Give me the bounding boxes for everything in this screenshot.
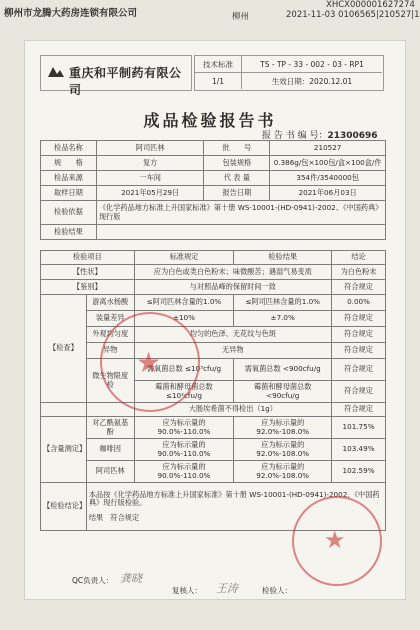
tech-std-label: 技术标准 xyxy=(195,56,242,73)
col-conclusion: 结论 xyxy=(332,251,386,265)
tech-std-code: TS - TP - 33 - 002 - 03 - RP1 xyxy=(242,56,382,73)
qc-signature: 龚晓 xyxy=(120,572,142,585)
row-apap-label: 对乙酰氨基酚 xyxy=(86,417,134,439)
row-weight-label: 装量差异 xyxy=(86,311,134,327)
col-std: 标准规定 xyxy=(134,251,234,265)
effective-date: 生效日期： 2020.12.01 xyxy=(271,76,353,86)
row-id-std: 与对照品峰的保留时间一致 xyxy=(134,280,331,295)
basis-value: 《化学药品地方标准上升国家标准》第十册 WS-10001-(HD-0941)-2002、《中国药典》现行版 xyxy=(96,201,385,225)
source-value: 一车间 xyxy=(96,171,204,186)
row-weight-std: ±10% xyxy=(134,311,234,327)
row-aspirin-result: 应为标示量的 92.0%-108.0% xyxy=(234,461,332,483)
row-conclusion-text: 本品按《化学药品地方标准上升国家标准》第十册 WS-10001-(HD-0941)-2002、《中国药典》现行版检验。 结果 符合规定 xyxy=(86,483,385,531)
top-strip xyxy=(0,0,420,30)
report-number: 报 告 书 编 号：21300696 xyxy=(262,131,378,141)
row-mold-conclusion: 符合规定 xyxy=(332,381,386,403)
row-mold-std: 霉菌和酵母菌总数 ≤10²cfu/g xyxy=(134,381,234,403)
qty-label: 代 表 量 xyxy=(204,171,270,186)
spec-label: 规 格 xyxy=(41,156,97,171)
row-ecoli-conclusion: 符合规定 xyxy=(332,403,386,417)
col-result: 检验结果 xyxy=(234,251,332,265)
row-uniform-conclusion: 符合规定 xyxy=(332,327,386,343)
row-caffeine-conclusion: 103.49% xyxy=(332,439,386,461)
row-aerobic-conclusion: 符合规定 xyxy=(332,359,386,381)
row-appearance-label: 【性状】 xyxy=(41,265,135,280)
product-value: 阿司匹林 xyxy=(96,141,204,156)
row-id-result: 符合规定 xyxy=(332,280,386,295)
col-item: 检验项目 xyxy=(41,251,135,265)
result-blank xyxy=(96,225,385,240)
checker-label: 复核人： xyxy=(172,586,202,595)
city: 柳州 xyxy=(232,12,250,22)
basis-label: 检验依据 xyxy=(41,201,97,225)
row-foreign-conclusion: 符合规定 xyxy=(332,343,386,359)
row-aspirin-conclusion: 102.59% xyxy=(332,461,386,483)
row-id-label: 【鉴别】 xyxy=(41,280,135,295)
row-aerobic-result: 需氧菌总数 <900cfu/g xyxy=(234,359,332,381)
sample-date-label: 取样日期 xyxy=(41,186,97,201)
row-weight-result: ±7.0% xyxy=(234,311,332,327)
company-logo-box xyxy=(40,55,192,97)
result-label: 检验结果 xyxy=(41,225,97,240)
row-check-label: 【检查】 xyxy=(41,295,87,403)
qty-value: 354件/3540000包 xyxy=(270,171,386,186)
doc-header-table xyxy=(194,55,384,91)
batch-label: 批 号 xyxy=(204,141,270,156)
row-caffeine-label: 咖啡因 xyxy=(86,439,134,461)
row-ecoli-blank2 xyxy=(86,403,134,417)
company-name: 重庆和平制药有限公司 xyxy=(69,66,182,97)
company-logo-icon xyxy=(47,65,65,79)
row-foreign-std: 无异物 xyxy=(134,343,331,359)
results-table xyxy=(40,250,386,531)
row-conclusion-label: 【检验结论】 xyxy=(41,483,87,531)
report-title: 成品检验报告书 xyxy=(143,111,277,130)
product-label: 检品名称 xyxy=(41,141,97,156)
inspector-label: 检验人： xyxy=(262,586,292,595)
spec-value: 复方 xyxy=(96,156,204,171)
row-appearance-result: 为白色粉末 xyxy=(332,265,386,280)
row-ecoli-std: 大肠埃希菌不得检出（1g） xyxy=(134,403,331,417)
row-appearance-std: 应为白色或类白色粉末；味微酸苦；遇湿气易变质 xyxy=(134,265,331,280)
report-date-label: 报告日期 xyxy=(204,186,270,201)
scan-datetime: 2021-11-03 0106565|210527|1 xyxy=(286,10,420,20)
qc-label: QC负责人： xyxy=(72,576,114,585)
report-date-value: 2021年06月03日 xyxy=(270,186,386,201)
page-number: 1/1 xyxy=(195,73,242,89)
row-free-acid-label: 游离水杨酸 xyxy=(86,295,134,311)
row-conclusion-result: 结果 符合规定 xyxy=(88,512,140,522)
star-icon: ★ xyxy=(324,526,346,554)
row-mold-result: 霉菌和酵母菌总数 <90cfu/g xyxy=(234,381,332,403)
checker-signature: 王涛 xyxy=(216,582,238,595)
row-ecoli-blank xyxy=(41,403,87,417)
row-apap-std: 应为标示量的 90.0%-110.0% xyxy=(134,417,234,439)
row-weight-conclusion: 符合规定 xyxy=(332,311,386,327)
row-aerobic-std: 需氧菌总数 ≤10³cfu/g xyxy=(134,359,234,381)
sample-date-value: 2021年05月29日 xyxy=(96,186,204,201)
row-apap-conclusion: 101.75% xyxy=(332,417,386,439)
row-uniform-label: 外观均匀度 xyxy=(86,327,134,343)
row-caffeine-std: 应为标示量的 90.0%-110.0% xyxy=(134,439,234,461)
row-caffeine-result: 应为标示量的 92.0%-108.0% xyxy=(234,439,332,461)
scan-code: XHCX000001627274 xyxy=(326,0,415,10)
row-assay-label: 【含量测定】 xyxy=(41,417,87,483)
batch-value: 210527 xyxy=(270,141,386,156)
row-free-acid-std: ≤阿司匹林含量的1.0% xyxy=(134,295,234,311)
row-micro-label: 微生物限度检 xyxy=(86,359,134,403)
row-free-acid-result: ≤阿司匹林含量的1.0% xyxy=(234,295,332,311)
row-free-acid-conclusion: 0.00% xyxy=(332,295,386,311)
row-aspirin-std: 应为标示量的 90.0%-110.0% xyxy=(134,461,234,483)
source-label: 检品来源 xyxy=(41,171,97,186)
row-uniform-std: 均匀的色泽、无花纹与色斑 xyxy=(134,327,331,343)
row-foreign-label: 异物 xyxy=(86,343,134,359)
info-table xyxy=(40,140,386,240)
row-apap-result: 应为标示量的 92.0%-108.0% xyxy=(234,417,332,439)
row-aspirin-label: 阿司匹林 xyxy=(86,461,134,483)
pack-value: 0.386g/包×100包/盒×100盒/件 xyxy=(270,156,386,171)
pack-label: 包装规格 xyxy=(204,156,270,171)
store-name: 柳州市龙腾大药房连锁有限公司 xyxy=(4,8,138,19)
star-icon: ★ xyxy=(136,346,162,379)
